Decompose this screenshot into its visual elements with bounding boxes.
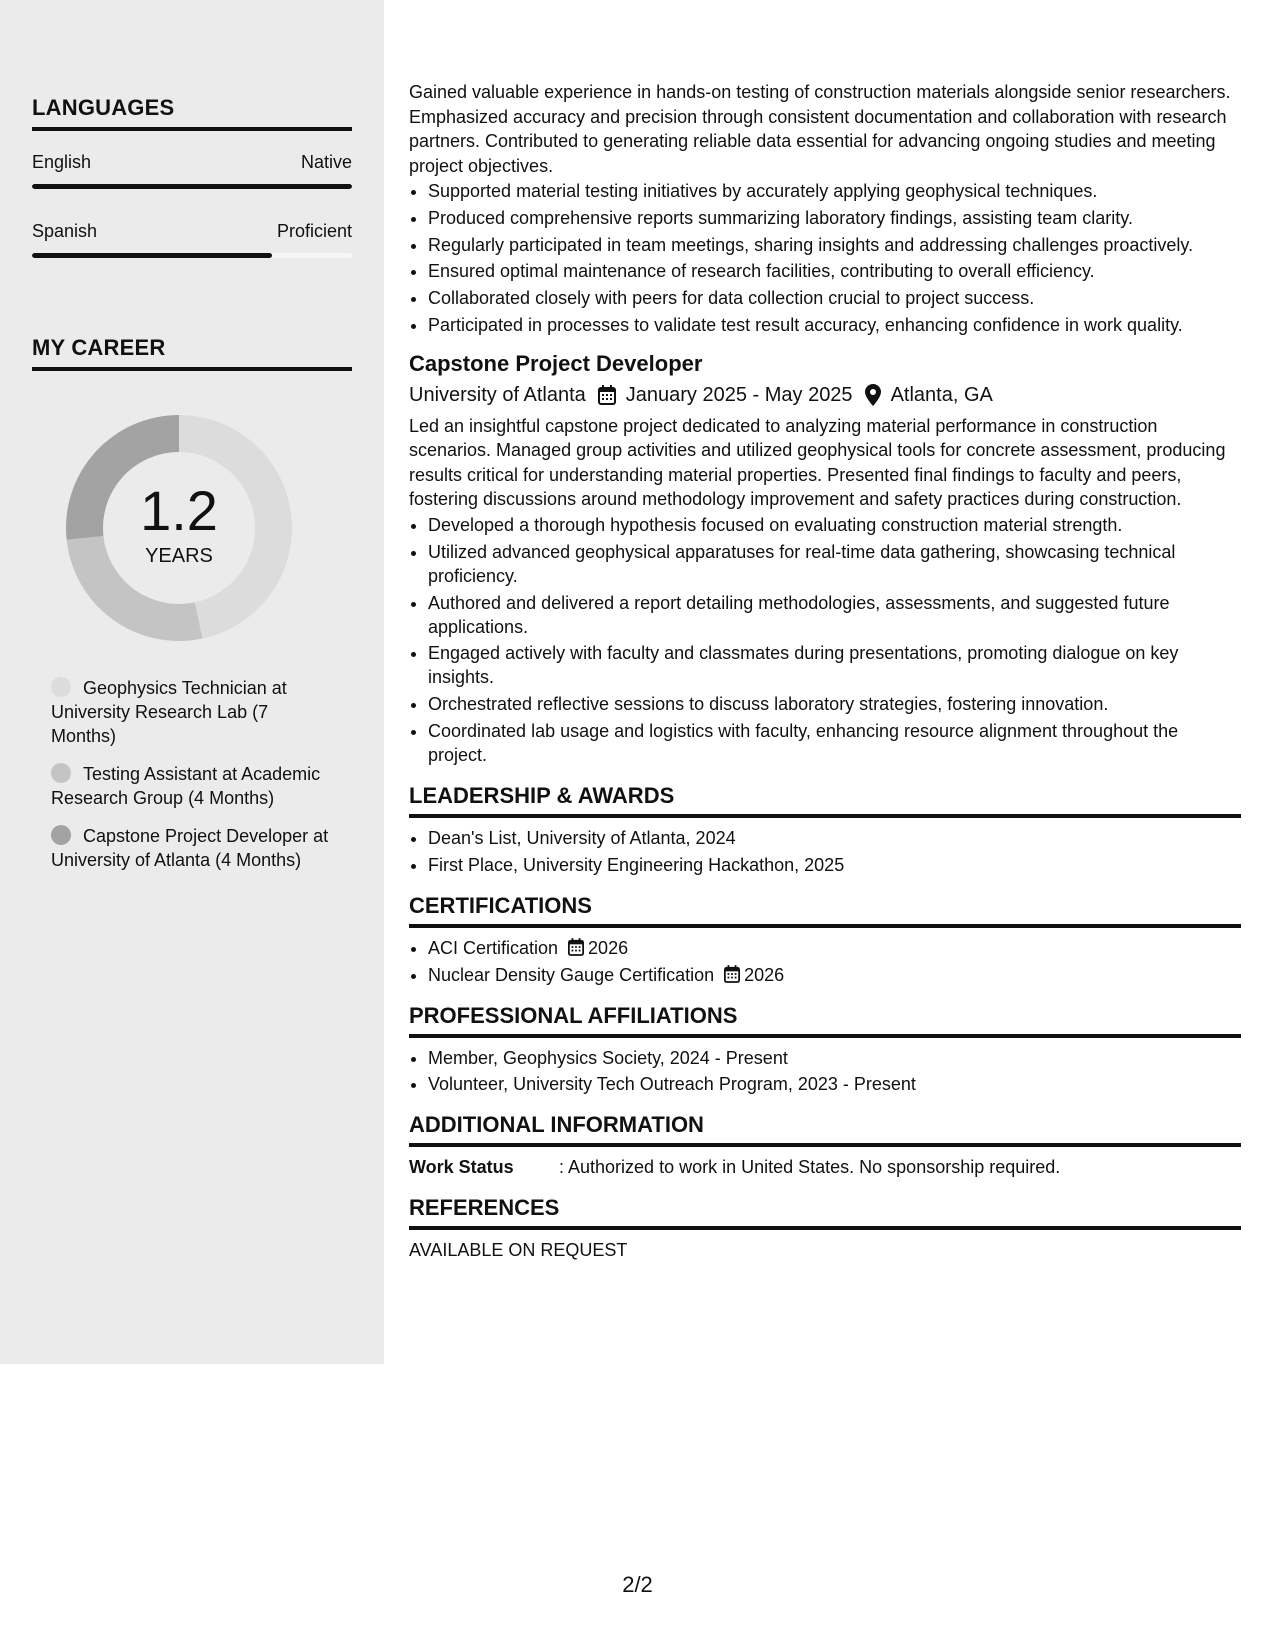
calendar-icon — [598, 385, 616, 405]
legend-dot-icon — [51, 677, 71, 697]
legend-dot-icon — [51, 825, 71, 845]
work-status-value: : Authorized to work in United States. No sponsorship required. — [559, 1157, 1061, 1178]
job-location: Atlanta, GA — [890, 383, 993, 406]
sidebar — [0, 0, 384, 1364]
career-total-value: 1.2 — [140, 478, 218, 542]
language-name: Spanish — [32, 221, 98, 241]
list-item: • Produced comprehensive reports summarizing laboratory findings, assisting team clarity. — [428, 206, 1241, 230]
language-bar-fill — [32, 253, 272, 258]
list-item: • Utilized advanced geophysical apparatuses for real-time data gathering, showcasing technical proficiency. — [428, 540, 1241, 588]
legend-dot-icon — [51, 763, 71, 783]
list-item: • Ensured optimal maintenance of research facilities, contributing to overall efficiency. — [428, 259, 1241, 283]
affiliations-heading: PROFESSIONAL AFFILIATIONS — [409, 1003, 1241, 1038]
location-pin-icon — [865, 384, 881, 406]
list-item: • Authored and delivered a report detailing methodologies, assessments, and suggested future applications. — [428, 591, 1241, 639]
certification-item — [428, 936, 1241, 960]
certifications-heading: CERTIFICATIONS — [409, 893, 1241, 928]
language-row-spanish — [32, 221, 352, 242]
job-meta — [409, 381, 1241, 409]
language-row-english — [32, 152, 352, 173]
certification-item — [428, 963, 1241, 987]
career-legend — [51, 676, 331, 886]
job-org: University of Atlanta — [409, 383, 586, 406]
list-item: • Coordinated lab usage and logistics with faculty, enhancing resource alignment throughout the project. — [428, 719, 1241, 767]
certification-name: Nuclear Density Gauge Certification — [428, 964, 715, 985]
references-heading: REFERENCES — [409, 1195, 1241, 1230]
affiliations-list — [409, 1046, 1241, 1097]
list-item: • Orchestrated reflective sessions to discuss laboratory strategies, fostering innovation. — [428, 692, 1241, 716]
list-item: • First Place, University Engineering Hackathon, 2025 — [428, 853, 1241, 877]
language-level: Native — [300, 152, 352, 172]
calendar-icon — [568, 938, 584, 956]
job-paragraph: Led an insightful capstone project dedicated to analyzing material performance in construction scenarios. Managed group activities and utilized geophysical tools for concrete assessment, producing results critical for understanding material properties. Presented final findings to faculty and peers, fostering discussions around methodology improvement and safety practices during construction. — [409, 415, 1226, 510]
additional-info-heading: ADDITIONAL INFORMATION — [409, 1112, 1241, 1147]
references-text: AVAILABLE ON REQUEST — [409, 1240, 628, 1261]
list-item: • Participated in processes to validate test result accuracy, enhancing confidence in work quality. — [428, 313, 1241, 337]
list-item: • Regularly participated in team meetings, sharing insights and addressing challenges proactively. — [428, 233, 1241, 257]
list-item: • Volunteer, University Tech Outreach Program, 2023 - Present — [428, 1072, 1241, 1096]
language-bar-fill — [32, 184, 352, 189]
job-dates: January 2025 - May 2025 — [625, 383, 853, 406]
career-heading: MY CAREER — [32, 335, 352, 371]
job-bullet-list — [409, 513, 1241, 767]
calendar-icon — [724, 965, 740, 983]
career-item-label: Testing Assistant at Academic Research Group (4 Months) — [51, 764, 321, 808]
list-item: • Collaborated closely with peers for data collection crucial to project success. — [428, 286, 1241, 310]
career-legend-item — [51, 824, 331, 872]
career-item-label: Capstone Project Developer at University of Atlanta (4 Months) — [51, 826, 329, 870]
list-item: • Dean's List, University of Atlanta, 2024 — [428, 826, 1241, 850]
leadership-heading: LEADERSHIP & AWARDS — [409, 783, 1241, 818]
work-status-label: Work Status — [409, 1157, 514, 1178]
list-item: • Engaged actively with faculty and classmates during presentations, promoting dialogue on key insights. — [428, 641, 1241, 689]
intro-bullet-list — [409, 179, 1241, 337]
list-item: • Member, Geophysics Society, 2024 - Present — [428, 1046, 1241, 1070]
leadership-list — [409, 826, 1241, 877]
work-status-row — [409, 1155, 1241, 1179]
main-content — [409, 80, 1241, 1262]
languages-heading: LANGUAGES — [32, 95, 352, 131]
career-legend-item — [51, 762, 331, 810]
list-item: • Supported material testing initiatives by accurately applying geophysical techniques. — [428, 179, 1241, 203]
certification-year: 2026 — [588, 937, 629, 958]
certification-year: 2026 — [744, 964, 785, 985]
career-total-unit: YEARS — [145, 544, 213, 567]
career-legend-item — [51, 676, 331, 748]
list-item: • Developed a thorough hypothesis focused on evaluating construction material strength. — [428, 513, 1241, 537]
career-item-label: Geophysics Technician at University Research Lab (7 Months) — [51, 678, 287, 746]
language-name: English — [32, 152, 92, 172]
page-number: 2/2 — [622, 1572, 653, 1597]
certification-name: ACI Certification — [428, 937, 559, 958]
language-bar-english — [32, 184, 352, 189]
certifications-list — [409, 936, 1241, 987]
career-donut-center — [66, 415, 292, 641]
job-title: Capstone Project Developer — [409, 350, 703, 376]
career-donut-chart — [66, 415, 292, 641]
intro-paragraph: Gained valuable experience in hands-on testing of construction materials alongside senior researchers. Emphasized accuracy and precision through consistent documentation and collaboration with research partners. Contributed to generating reliable data essential for advancing ongoing studies and meeting project objectives. — [409, 82, 1231, 176]
language-bar-spanish — [32, 253, 352, 258]
language-level: Proficient — [276, 221, 352, 241]
